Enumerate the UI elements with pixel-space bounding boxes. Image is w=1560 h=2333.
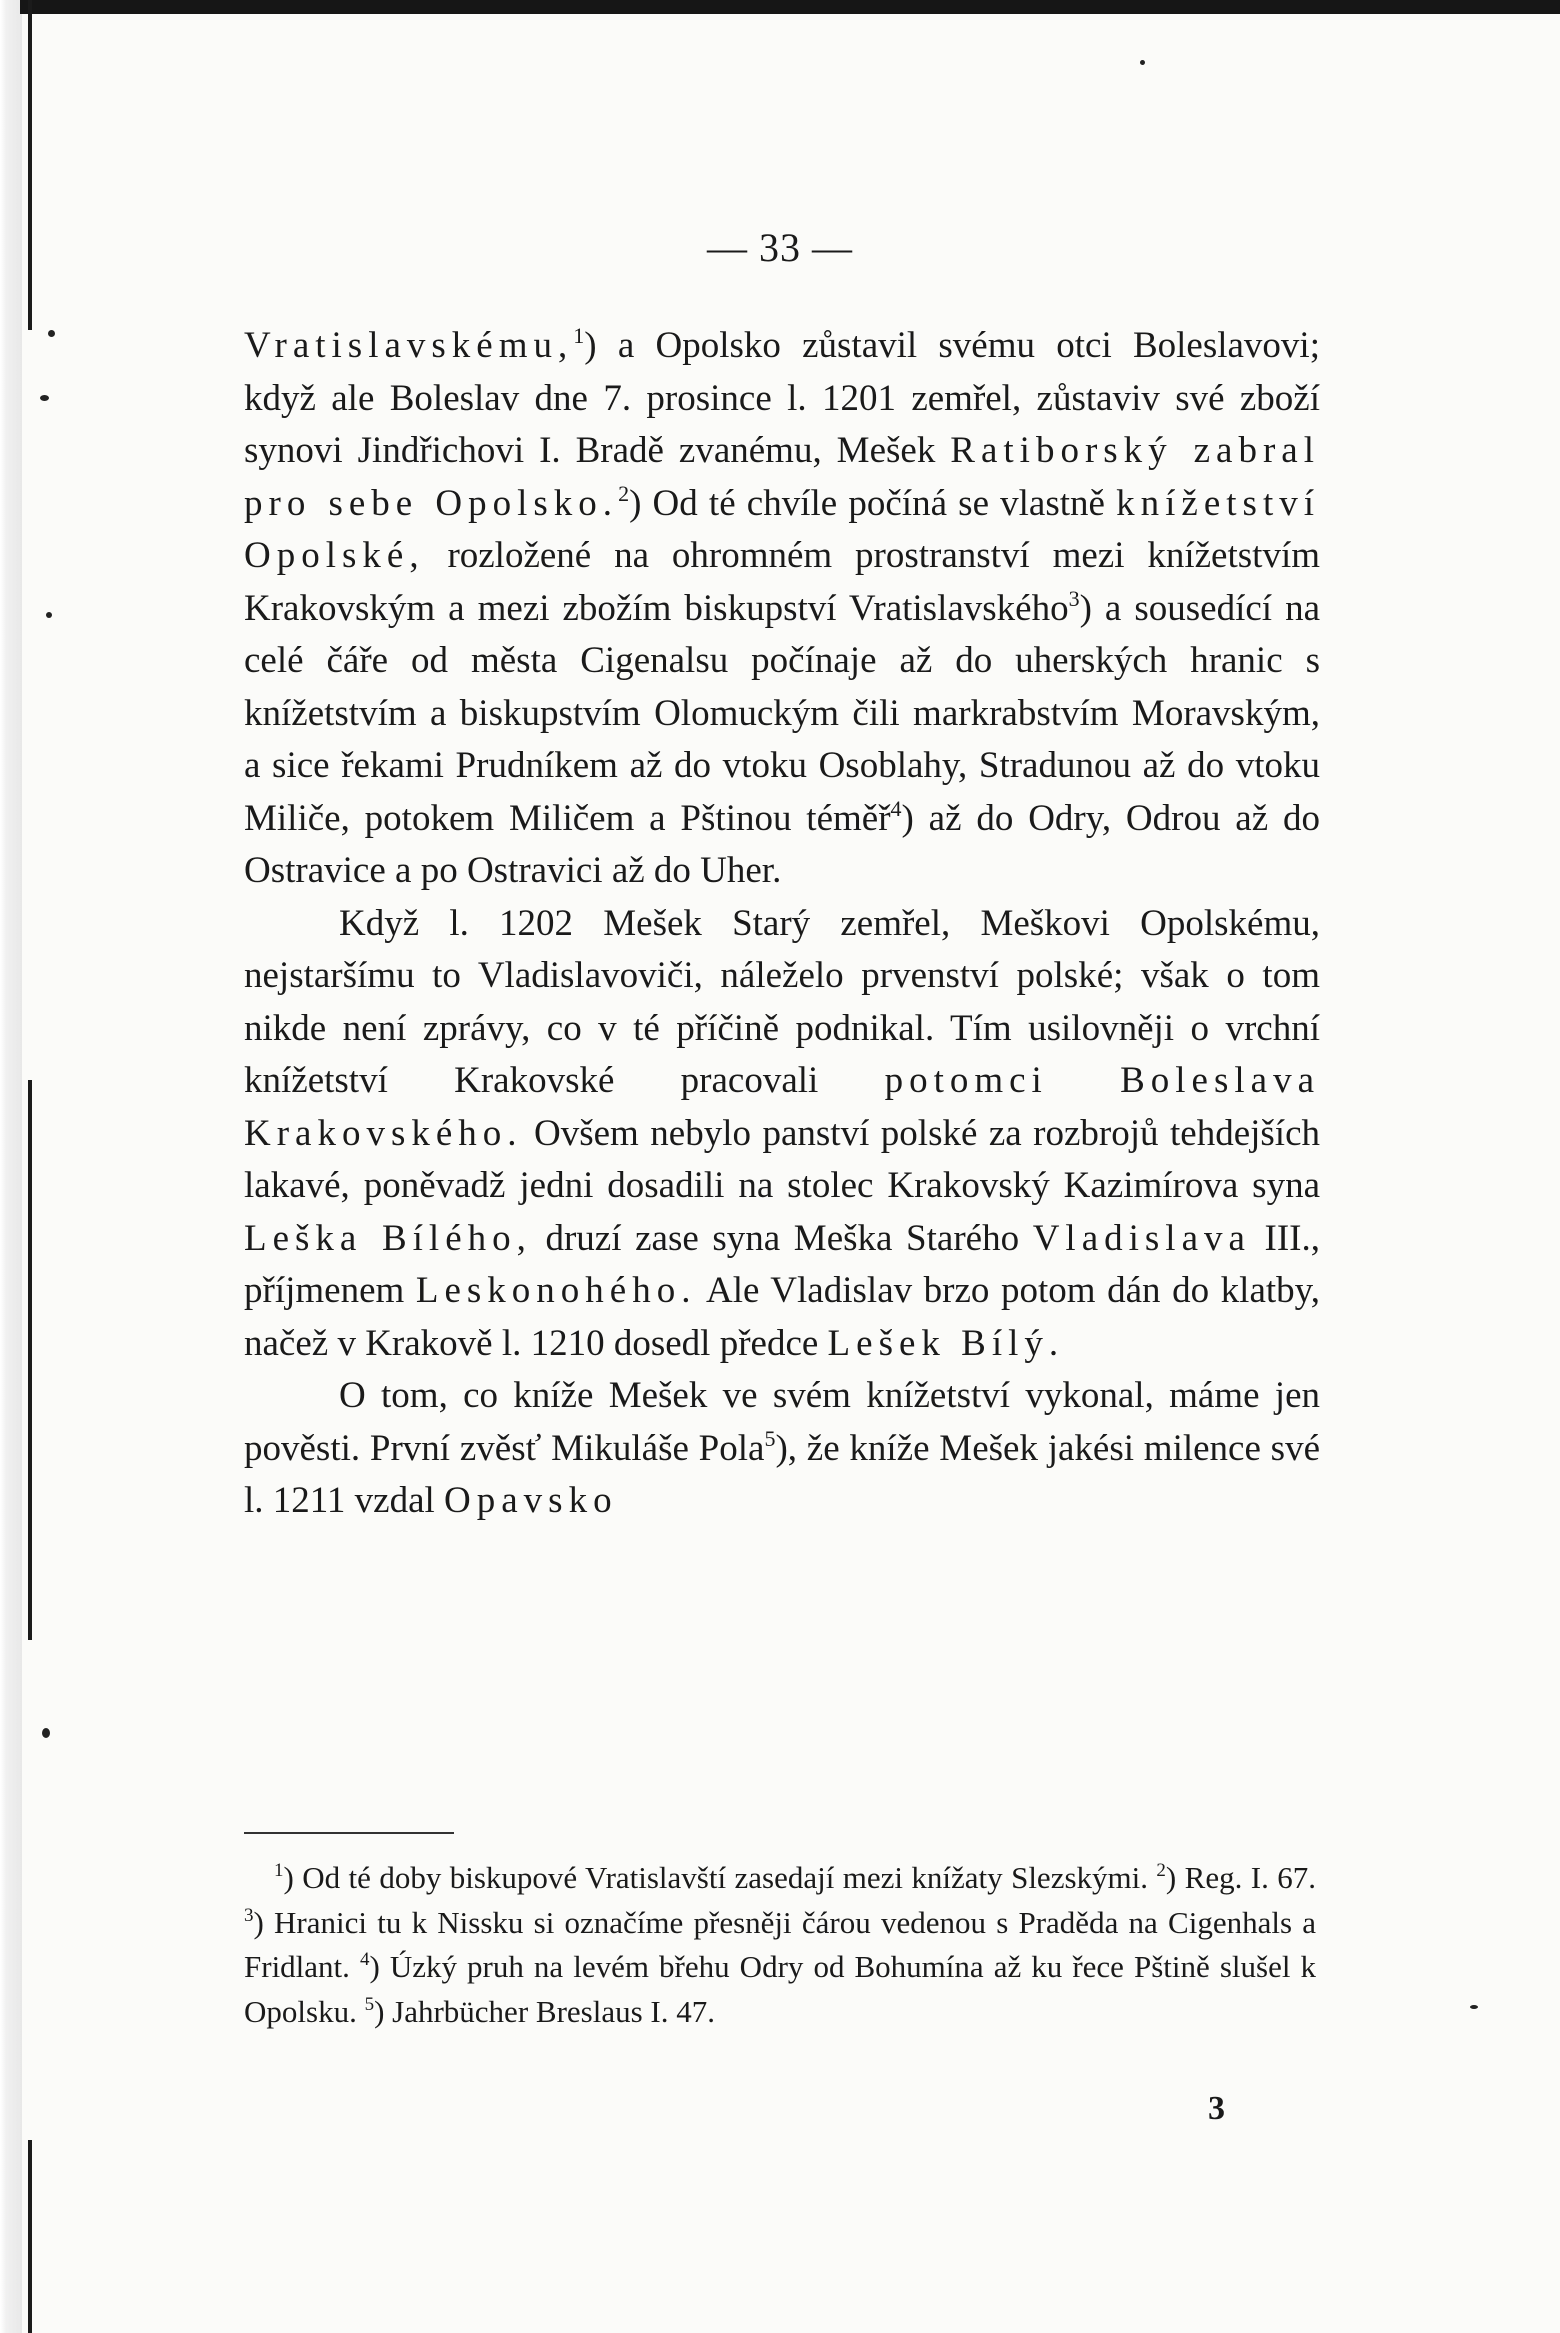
footnote-mark-5: 5 [364,1993,375,2015]
text-run: III., příjmenem [244,1217,1320,1311]
text-run: Ovšem nebylo panství polské za rozbrojů tehdejších lakavé, poněvadž jedni dosadili na stolec Krakovský Kazimírova syna [244,1112,1320,1206]
footnote-ref-2[interactable]: 2 [618,480,630,506]
text-run: rozložené na ohromném prostranství mezi knížetstvím Krakovským a mezi zbožím biskupství Vratislavského [244,535,1320,629]
page-number: — 33 — [707,225,853,270]
signature-mark: 3 [1208,2090,1225,2127]
footnote-ref-1[interactable]: 1 [573,323,585,348]
text-run: ) a sousedící na celé čáře od města Cigenalsu počínaje až do uherských hranic s knížetstvím a biskupstvím Olomuckým čili markrabstvím Moravským, a sice řekami Prudníkem až do vtoku Osoblahy, Stradunou až do vtoku Miliče, potokem Miličem a Pštinou téměř [244,587,1320,839]
scan-speck [42,1728,50,1738]
footnote-5: ) Jahrbücher Breslaus I. 47. [374,1993,715,2029]
spaced-text: Vladislava [1032,1217,1251,1259]
footnotes [244,1856,1316,2034]
footnote-3: ) Hranici tu k Nissku si označíme přesněji čárou vedenou s Praděda na Cigenhals a Fridlant. [244,1904,1316,1984]
footnote-1: ) Od té doby biskupové Vratislavští zasedají mezi knížaty Slezskými. [283,1860,1148,1895]
paragraph-2 [244,898,1320,1371]
footnote-2: ) Reg. I. 67. [1165,1860,1317,1895]
footnote-mark-2: 2 [1156,1860,1166,1881]
footnote-ref-3[interactable]: 3 [1068,585,1080,611]
body-text [244,320,1320,1528]
footnote-ref-4[interactable]: 4 [890,795,902,821]
spaced-text: Vratislavskému, [244,325,574,366]
text-run: O tom, co kníže Mešek ve svém knížetství vykonal, máme jen pověsti. První zvěsť Mikuláše Pola [244,1375,1320,1469]
spine-shadow-bottom [28,2140,32,2333]
spaced-text: knížetství Opolské, [244,482,1321,576]
text-run: ) až do Odry, Odrou až do Ostravice a po Ostravici až do Uher. [244,797,1320,891]
footnote-divider [244,1832,454,1834]
spaced-text: Leskonohého. [415,1270,697,1311]
scan-speck [1140,60,1145,65]
binding-edge [0,0,22,2333]
paragraph-1 [244,320,1320,898]
spaced-text: Ratiborský zabral pro sebe Opolsko. [244,430,1320,524]
text-run: ) Od té chvíle počíná se vlastně [629,482,1117,524]
footnote-ref-5[interactable]: 5 [764,1425,776,1451]
footnote-mark-4: 4 [359,1949,370,1970]
text-run: druzí zase syna Meška Starého [531,1217,1033,1259]
footnote-4: ) Úzký pruh na levém břehu Odry od Bohumína až ku řece Pštině slušel k Opolsku. [244,1949,1317,2029]
spaced-text: Opavsko [444,1480,618,1521]
spine-shadow-top [28,0,32,330]
scan-speck [1470,2005,1478,2009]
text-run: Ale Vladislav brzo potom dán do klatby, načež v Krakově l. 1210 dosedl předce [244,1270,1320,1364]
text-run: ), že kníže Mešek jakési milence své l. 1211 vzdal [244,1427,1320,1521]
text-run: ) a Opolsko zůstavil svému otci Boleslavovi; když ale Boleslav dne 7. prosince l. 1201 zemřel, zůstaviv své zboží synovi Jindřichovi I. Bradě zvanému, Mešek [244,325,1320,471]
scan-speck [48,330,55,337]
paragraph-3 [244,1370,1320,1528]
top-scan-edge [20,0,1560,14]
footnote-mark-3: 3 [244,1904,254,1926]
spaced-text: Lešek Bílý. [827,1322,1065,1364]
spaced-text: potomci Boleslava Krakovského. [244,1060,1321,1154]
scan-speck [40,395,49,401]
footnote-mark-1: 1 [274,1860,284,1881]
text-run: Když l. 1202 Mešek Starý zemřel, Meškovi Opolskému, nejstaršímu to Vladislavoviči, náleželo prvenství polské; však o tom nikde není zprávy, co v té příčině podnikal. Tím usilovněji o vrchní knížetství Krakovské pracovali [244,902,1320,1101]
spine-shadow-middle [28,1080,32,1640]
spaced-text: Leška Bílého, [244,1217,532,1259]
scan-speck [46,612,52,618]
